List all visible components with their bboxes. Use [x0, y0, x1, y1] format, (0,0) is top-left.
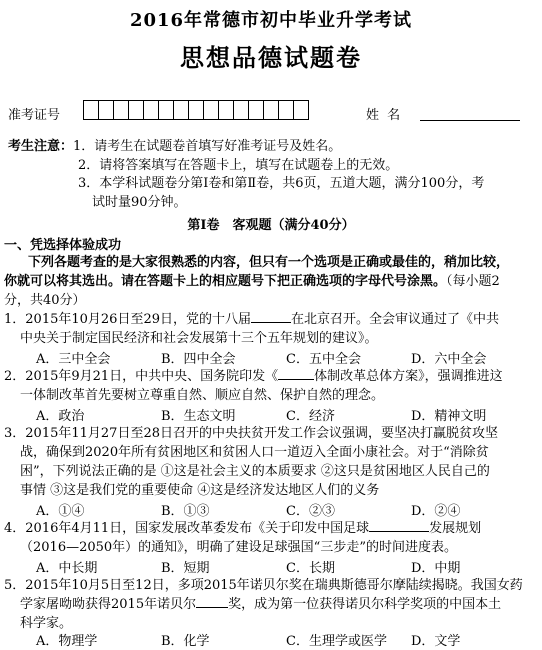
question-text: 3．2015年11月27日至28日召开的中央扶贫开发工作会议强调，要坚决打赢脱贫攻坚 [4, 426, 498, 441]
question-text: 1．2015年10月26日至29日，党的十八届 [4, 312, 251, 327]
option-b[interactable]: B．四中全会 [161, 352, 236, 367]
question-4 [4, 519, 538, 557]
question-text: 一体制改革首先要树立尊重自然、顺应自然、保护自然的理念。 [20, 388, 385, 403]
option-d[interactable]: D．文学 [411, 634, 461, 649]
question-1 [4, 310, 538, 348]
note-item: 1．请考生在试题卷首填写好准考证号及姓名。 [73, 139, 342, 154]
id-digit-box[interactable] [203, 100, 219, 120]
id-digit-box[interactable] [143, 100, 159, 120]
question-text: 中央关于制定国民经济和社会发展第十三个五年规划的建议》。 [20, 331, 378, 346]
question-text: 奖，成为第一位获得诺贝尔科学奖项的中国本土 [228, 597, 502, 612]
id-digit-box[interactable] [158, 100, 174, 120]
question-5-options [36, 630, 536, 649]
instruction-text: 下列各题考查的是大家很熟悉的内容，但只有一个选项是正确或最佳的，稍加比较， [28, 255, 510, 270]
part-title: 一、凭选择体验成功 [4, 238, 122, 253]
question-text: 科学家。 [20, 616, 73, 631]
option-a[interactable]: A．物理学 [36, 634, 98, 649]
note-item: 试时量90分钟。 [92, 194, 187, 210]
option-d[interactable]: D．精神文明 [411, 409, 487, 424]
id-digit-box[interactable] [248, 100, 264, 120]
notes-lead: 考生注意： [8, 139, 74, 154]
id-digit-box[interactable] [263, 100, 279, 120]
option-c[interactable]: C．经济 [286, 409, 335, 424]
question-text: 在北京召开。全会审议通过了《中共 [290, 312, 499, 327]
question-text: 2．2015年9月21日，中共中央、国务院印发《 [4, 369, 279, 384]
question-5 [4, 576, 538, 633]
question-text: 体制改革总体方案》，强调推进这 [314, 369, 503, 384]
section-heading: 第Ⅰ卷 客观题（满分40分） [187, 218, 355, 233]
question-text: 4．2016年4月11日，国家发展改革委发布《关于印发中国足球 [4, 521, 370, 536]
instruction-text: （每小题2 [446, 274, 500, 289]
option-b[interactable]: B．①③ [161, 504, 210, 519]
option-c[interactable]: C．五中全会 [286, 352, 361, 367]
id-digit-box[interactable] [83, 100, 99, 120]
question-text: 战，确保到2020年所有贫困地区和贫困人口一道迈入全面小康社会。对于“消除贫 [20, 445, 489, 460]
question-3-options [36, 500, 536, 519]
candidate-id-boxes[interactable] [83, 100, 308, 120]
option-c[interactable]: C．②③ [286, 504, 335, 519]
answer-blank [369, 531, 429, 532]
id-digit-box[interactable] [113, 100, 129, 120]
option-a[interactable]: A．①④ [36, 504, 85, 519]
question-3 [4, 424, 538, 500]
option-b[interactable]: B．生态文明 [161, 409, 236, 424]
question-1-options [36, 348, 536, 367]
question-text: 5．2015年10月5日至12日，多项2015年诺贝尔奖在瑞典斯德哥尔摩陆续揭晓。我国女药 [4, 578, 523, 593]
question-4-options [36, 557, 536, 576]
option-a[interactable]: A．政治 [36, 409, 85, 424]
answer-blank [251, 322, 291, 323]
answer-blank [196, 607, 228, 608]
question-text: （2016—2050年）的通知》，明确了建设足球强国“三步走”的时间进度表。 [20, 540, 457, 555]
option-b[interactable]: B．化学 [161, 634, 210, 649]
name-label: 姓 名 [366, 108, 403, 123]
id-digit-box[interactable] [278, 100, 294, 120]
question-2-options [36, 405, 536, 424]
candidate-id-label: 准考证号 [8, 108, 61, 123]
paper-title: 思想品德试题卷 [180, 43, 362, 72]
option-d[interactable]: D．六中全会 [411, 352, 487, 367]
id-digit-box[interactable] [173, 100, 189, 120]
instruction-text: 你就可以将其选出。请在答题卡上的相应题号下把正确选项的字母代号涂黑。 [4, 274, 447, 289]
note-item: 3．本学科试题卷分第Ⅰ卷和第Ⅱ卷，共6页，五道大题，满分100分，考 [78, 176, 485, 191]
exam-title: 2016年常德市初中毕业升学考试 [129, 10, 413, 31]
candidate-info-row [8, 100, 538, 123]
id-digit-box[interactable] [98, 100, 114, 120]
exam-notes [8, 138, 538, 212]
instruction-text: 分，共40分） [4, 293, 86, 308]
question-text: 学家屠呦呦获得2015年诺贝尔 [20, 597, 197, 612]
option-a[interactable]: A．三中全会 [36, 352, 111, 367]
name-input-line[interactable] [420, 120, 520, 121]
part-instructions [4, 253, 538, 310]
note-item: 2．请将答案填写在答题卡上，填写在试题卷上的无效。 [78, 157, 399, 173]
question-text: 事情 ③这是我们党的重要使命 ④这是经济发达地区人们的义务 [20, 483, 380, 498]
option-a[interactable]: A．中长期 [36, 561, 98, 576]
question-2 [4, 367, 538, 405]
id-digit-box[interactable] [128, 100, 144, 120]
option-d[interactable]: D．中期 [411, 561, 461, 576]
option-c[interactable]: C．生理学或医学 [286, 634, 387, 649]
option-c[interactable]: C．长期 [286, 561, 335, 576]
id-digit-box[interactable] [233, 100, 249, 120]
option-d[interactable]: D．②④ [411, 504, 461, 519]
question-text: 发展规划 [429, 521, 482, 536]
answer-blank [278, 379, 314, 380]
id-digit-box[interactable] [218, 100, 234, 120]
question-text: 困”，下列说法正确的是 ①这是社会主义的本质要求 ②这只是贫困地区人民自己的 [20, 464, 490, 479]
id-digit-box[interactable] [293, 100, 309, 120]
option-b[interactable]: B．短期 [161, 561, 210, 576]
id-digit-box[interactable] [188, 100, 204, 120]
